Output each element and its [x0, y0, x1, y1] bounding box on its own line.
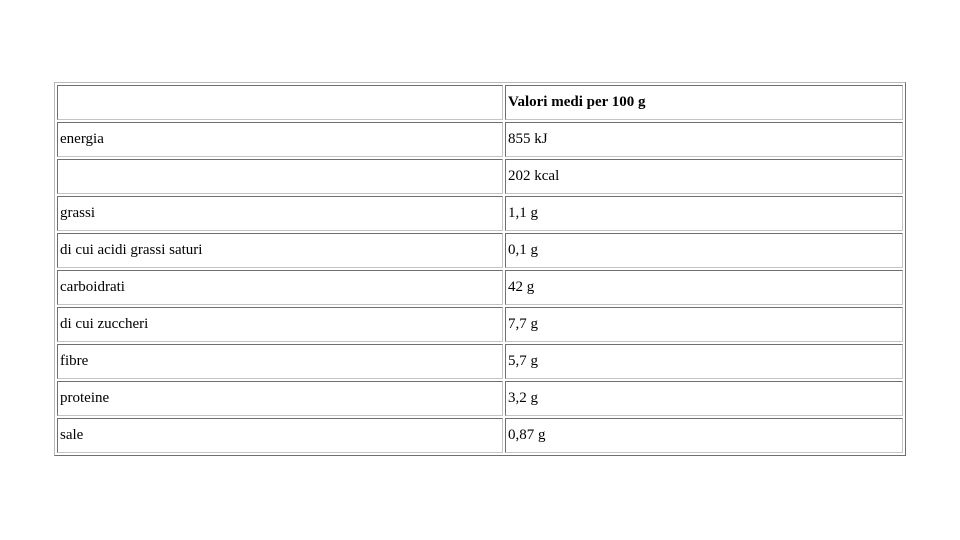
table-row [57, 344, 903, 379]
value-cell: 1,1 g [505, 196, 903, 231]
nutrient-cell: fibre [57, 344, 503, 379]
table-header-row [57, 85, 903, 120]
value-cell: 202 kcal [505, 159, 903, 194]
nutrient-cell: di cui acidi grassi saturi [57, 233, 503, 268]
table-row [57, 159, 903, 194]
table-row [57, 418, 903, 453]
value-cell: 0,87 g [505, 418, 903, 453]
value-cell: 42 g [505, 270, 903, 305]
value-cell: 5,7 g [505, 344, 903, 379]
nutrient-cell: grassi [57, 196, 503, 231]
nutrient-cell: proteine [57, 381, 503, 416]
value-cell: 0,1 g [505, 233, 903, 268]
nutrient-cell: sale [57, 418, 503, 453]
header-value-cell: Valori medi per 100 g [505, 85, 903, 120]
table-row [57, 381, 903, 416]
table-row [57, 270, 903, 305]
table-row [57, 196, 903, 231]
value-cell: 7,7 g [505, 307, 903, 342]
nutrition-table [54, 82, 906, 456]
nutrient-cell: energia [57, 122, 503, 157]
nutrient-cell: di cui zuccheri [57, 307, 503, 342]
table-row [57, 307, 903, 342]
table-row [57, 233, 903, 268]
header-nutrient-cell [57, 85, 503, 120]
value-cell: 855 kJ [505, 122, 903, 157]
nutrient-cell [57, 159, 503, 194]
value-cell: 3,2 g [505, 381, 903, 416]
table-row [57, 122, 903, 157]
nutrient-cell: carboidrati [57, 270, 503, 305]
